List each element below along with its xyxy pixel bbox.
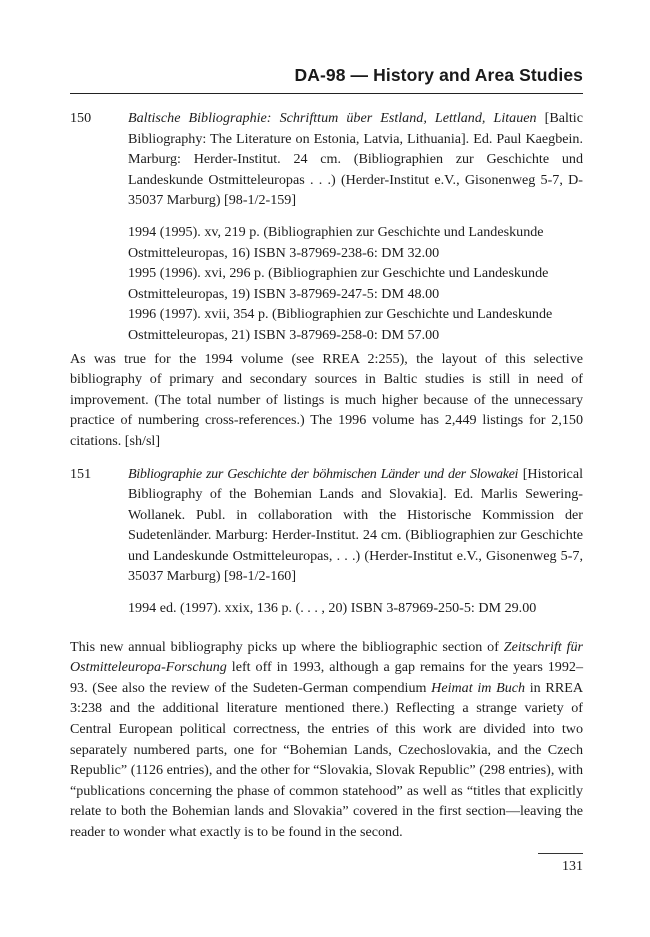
review-paragraph [70, 637, 583, 843]
review-text: in RREA 3:238 and the additional literature mentioned there.) Reflecting a strange variety of Central European political correctness, the entries of this work are divided into two separately numbered parts, one for “Bohemian Lands, Czechoslovakia, and the Czech Republic” (1126 entries), and the other for “Slovakia, Slovak Republic” (298 entries), with “publications concerning the phase of common statehood” as well as “titles that explicitly relate to both the Bohemian lands and Slovakia” covered in the first section—leaving the reader to wonder what exactly is to be found in the second. [70, 679, 584, 840]
citation-title: Baltische Bibliographie: Schrifttum über Estland, Lettland, Litauen [128, 110, 537, 126]
entry-150 [70, 108, 583, 346]
entry-number: 150 [70, 110, 92, 126]
review-paragraph: As was true for the 1994 volume (see RREA 2:255), the layout of this selective bibliography of primary and secondary sources in Baltic studies is still in need of improvement. (The total number of listings is much higher because of the unnecessary practice of numbering cross-references.) The 1996 volume has 2,449 listings for 2,150 citations. [sh/sl] [70, 350, 583, 449]
footer-rule [538, 853, 583, 854]
review-text: This new annual bibliography picks up where the bibliographic section of [70, 638, 504, 655]
entry-body [128, 464, 583, 619]
running-header [70, 63, 583, 94]
entry-body [128, 108, 583, 346]
citation [128, 108, 583, 211]
citation [128, 464, 583, 588]
edition-line: 1994 ed. (1997). xxix, 136 p. (. . . , 20) ISBN 3-87969-250-5: DM 29.00 [128, 600, 537, 617]
journal-title: Zeitschrift für Ostmitteleuropa-Forschung [70, 638, 584, 676]
page-content [70, 108, 583, 843]
entry-number: 151 [70, 465, 92, 482]
citation-title: Bibliographie zur Geschichte der böhmischen Länder und der Slowakei [128, 465, 519, 482]
page-number: 131 [562, 859, 583, 874]
review-text: left off in 1993, although a gap remains for the years 1992–93. (See also the review of the Sudeten-German compendium [70, 659, 583, 696]
edition-line: 1996 (1997). xvii, 354 p. (Bibliographien zur Geschichte und Landeskunde Ostmitteleuropas, 21) ISBN 3-87969-258-0: DM 57.00 [128, 306, 553, 343]
edition-list [128, 222, 583, 346]
edition-list [128, 598, 583, 619]
entry-151 [70, 464, 583, 619]
citation-details: [Historical Bibliography of the Bohemian Lands and Slovakia]. Ed. Marlis Sewering-Wollanek. Publ. in collaboration with the Historische Kommission der Sudetenländer. Marburg: Herder-Institut. 24 cm. (Bibliographien zur Geschichte und Landeskunde Ostmitteleuropas, . . .) (Herder-Institut e.V., Gisonenweg 5-7, 35037 Marburg) [98-1/2-160] [128, 465, 583, 585]
citation-details: [Baltic Bibliography: The Literature on Estonia, Latvia, Lithuania]. Ed. Paul Kaegbein. Marburg: Herder-Institut. 24 cm. (Bibliographien zur Geschichte und Landeskunde Ostmitteleuropas . . .) (Herder-Institut e.V., Gisonenweg 5-7, D-35037 Marburg) [98-1/2-159] [128, 110, 583, 209]
book-title: Heimat im Buch [431, 679, 526, 696]
edition-line: 1994 (1995). xv, 219 p. (Bibliographien zur Geschichte und Landeskunde Ostmitteleuropas, 16) ISBN 3-87969-238-6: DM 32.00 [128, 223, 544, 261]
section-title: DA-98 — History and Area Studies [294, 65, 583, 85]
edition-line: 1995 (1996). xvi, 296 p. (Bibliographien zur Geschichte und Landeskunde Ostmitteleuropas, 19) ISBN 3-87969-247-5: DM 48.00 [128, 265, 549, 302]
